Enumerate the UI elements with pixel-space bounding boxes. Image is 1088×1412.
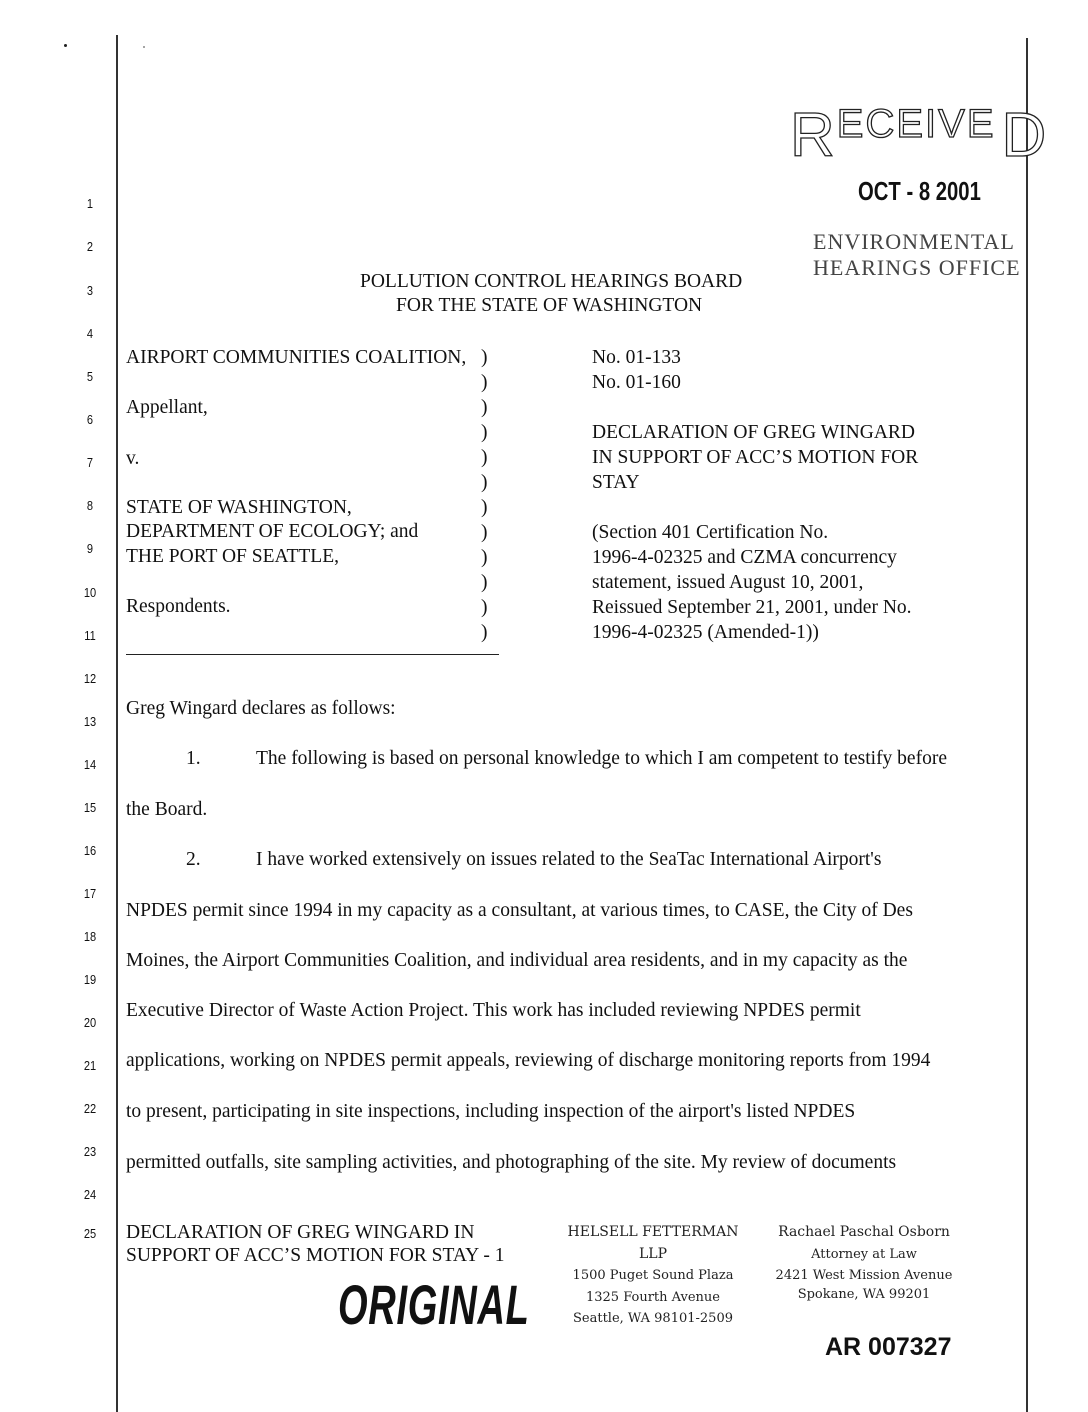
line-number: 15 — [83, 800, 97, 815]
attorney-title: Attorney at Law — [811, 1246, 917, 1262]
received-stamp-word — [790, 100, 1049, 171]
attorney-name: Rachael Paschal Osborn — [778, 1224, 950, 1240]
certification-line2: 1996-4-02325 and CZMA concurrency — [592, 547, 897, 568]
line-number: 21 — [83, 1058, 97, 1073]
respondent-line1: STATE OF WASHINGTON, — [126, 497, 352, 518]
attorney-address-line1: 2421 West Mission Avenue — [775, 1268, 953, 1283]
caption-rule — [126, 654, 499, 655]
paragraph-1-line2: the Board. — [126, 799, 208, 820]
caption-paren: ) — [481, 597, 488, 618]
line-number: 4 — [86, 326, 94, 341]
document-title-line3: STAY — [592, 472, 640, 493]
received-stamp-office-line1: ENVIRONMENTAL — [813, 229, 1015, 254]
line-number: 25 — [83, 1226, 97, 1241]
court-name: POLLUTION CONTROL HEARINGS BOARD — [360, 271, 743, 292]
line-number: 7 — [86, 455, 94, 470]
line-number: 8 — [86, 498, 94, 513]
line-number: 22 — [83, 1101, 97, 1116]
caption-paren: ) — [481, 522, 488, 543]
line-number: 13 — [83, 714, 97, 729]
line-number: 20 — [83, 1015, 97, 1030]
caption-paren: ) — [481, 472, 488, 493]
line-number: 5 — [86, 369, 94, 384]
caption-paren: ) — [481, 572, 488, 593]
bates-number: AR 007327 — [825, 1333, 952, 1361]
law-firm-block — [553, 1222, 753, 1330]
law-firm-name: HELSELL FETTERMAN LLP — [567, 1224, 739, 1262]
paragraph-2-number: 2. — [186, 849, 201, 870]
line-number: 23 — [83, 1144, 97, 1159]
footer-title-line1: DECLARATION OF GREG WINGARD IN — [126, 1222, 475, 1243]
received-stamp-office-line2: HEARINGS OFFICE — [813, 255, 1021, 280]
law-firm-address-line1: 1500 Puget Sound Plaza — [572, 1268, 734, 1283]
left-margin-rule — [116, 35, 118, 1412]
attorney-address-line2: Spokane, WA 99201 — [797, 1286, 931, 1302]
line-number: 11 — [84, 628, 96, 643]
caption-paren: ) — [481, 622, 488, 643]
line-number: 24 — [83, 1187, 97, 1202]
scan-speck — [64, 44, 67, 47]
paragraph-2-line1: I have worked extensively on issues related to the SeaTac International Airport's — [256, 849, 882, 870]
line-number: 3 — [86, 283, 94, 298]
caption-paren: ) — [481, 372, 488, 393]
certification-line5: 1996-4-02325 (Amended-1)) — [592, 622, 819, 643]
right-margin-rule — [1026, 38, 1028, 1412]
paragraph-1-line1: The following is based on personal knowledge to which I am competent to testify before — [256, 748, 947, 769]
declaration-intro: Greg Wingard declares as follows: — [126, 698, 396, 719]
line-number: 1 — [86, 196, 94, 211]
received-stamp-last-letter: D — [1001, 101, 1049, 170]
line-number: 9 — [86, 541, 94, 556]
line-number: 6 — [86, 412, 94, 427]
footer-title-line2: SUPPORT OF ACC’S MOTION FOR STAY - 1 — [126, 1245, 505, 1266]
certification-line4: Reissued September 21, 2001, under No. — [592, 597, 912, 618]
respondent-line3: THE PORT OF SEATTLE, — [126, 546, 339, 567]
appellant-name: AIRPORT COMMUNITIES COALITION, — [126, 347, 467, 368]
caption-paren: ) — [481, 347, 488, 368]
caption-paren: ) — [481, 497, 488, 518]
paragraph-2-line4: Executive Director of Waste Action Project. This work has included reviewing NPDES permit — [126, 1000, 861, 1021]
law-firm-address-line2: 1325 Fourth Avenue — [585, 1289, 720, 1305]
original-stamp: ORIGINAL — [338, 1273, 530, 1336]
court-jurisdiction: FOR THE STATE OF WASHINGTON — [396, 295, 703, 316]
caption-paren: ) — [481, 397, 488, 418]
line-number: 19 — [83, 972, 97, 987]
paragraph-2-line6: to present, participating in site inspections, including inspection of the airport's listed NPDES — [126, 1101, 856, 1122]
certification-line3: statement, issued August 10, 2001, — [592, 572, 864, 593]
respondent-line2: DEPARTMENT OF ECOLOGY; and — [126, 521, 419, 542]
scan-speck — [143, 46, 145, 48]
paragraph-1-number: 1. — [186, 748, 201, 769]
line-number: 12 — [83, 671, 97, 686]
respondent-role: Respondents. — [126, 596, 231, 617]
case-number-2: No. 01-160 — [592, 372, 681, 393]
received-stamp-middle: ECEIVE — [836, 102, 996, 146]
law-firm-address-line3: Seattle, WA 98101-2509 — [573, 1311, 733, 1326]
line-number: 18 — [83, 929, 97, 944]
document-title-line2: IN SUPPORT OF ACC’S MOTION FOR — [592, 447, 919, 468]
paragraph-2-line5: applications, working on NPDES permit appeals, reviewing of discharge monitoring reports from 1994 — [126, 1050, 931, 1071]
line-number: 14 — [83, 757, 97, 772]
received-stamp-date: OCT - 8 2001 — [858, 176, 981, 206]
line-number: 17 — [83, 886, 97, 901]
appellant-role: Appellant, — [126, 397, 208, 418]
certification-line1: (Section 401 Certification No. — [592, 522, 829, 543]
versus: v. — [126, 448, 140, 469]
caption-paren: ) — [481, 547, 488, 568]
attorney-block — [764, 1222, 964, 1303]
paragraph-2-line3: Moines, the Airport Communities Coalition, and individual area residents, and in my capacity as the — [126, 950, 908, 971]
document-title-line1: DECLARATION OF GREG WINGARD — [592, 422, 916, 443]
paragraph-2-line7: permitted outfalls, site sampling activities, and photographing of the site. My review of documents — [126, 1152, 897, 1173]
caption-paren: ) — [481, 422, 488, 443]
received-stamp-first-letter: R — [790, 101, 837, 170]
caption-paren: ) — [481, 447, 488, 468]
line-number: 16 — [83, 843, 97, 858]
line-number: 2 — [86, 239, 94, 254]
paragraph-2-line2: NPDES permit since 1994 in my capacity as a consultant, at various times, to CASE, the City of Des — [126, 900, 913, 921]
case-number-1: No. 01-133 — [592, 347, 681, 368]
line-number: 10 — [83, 585, 97, 600]
